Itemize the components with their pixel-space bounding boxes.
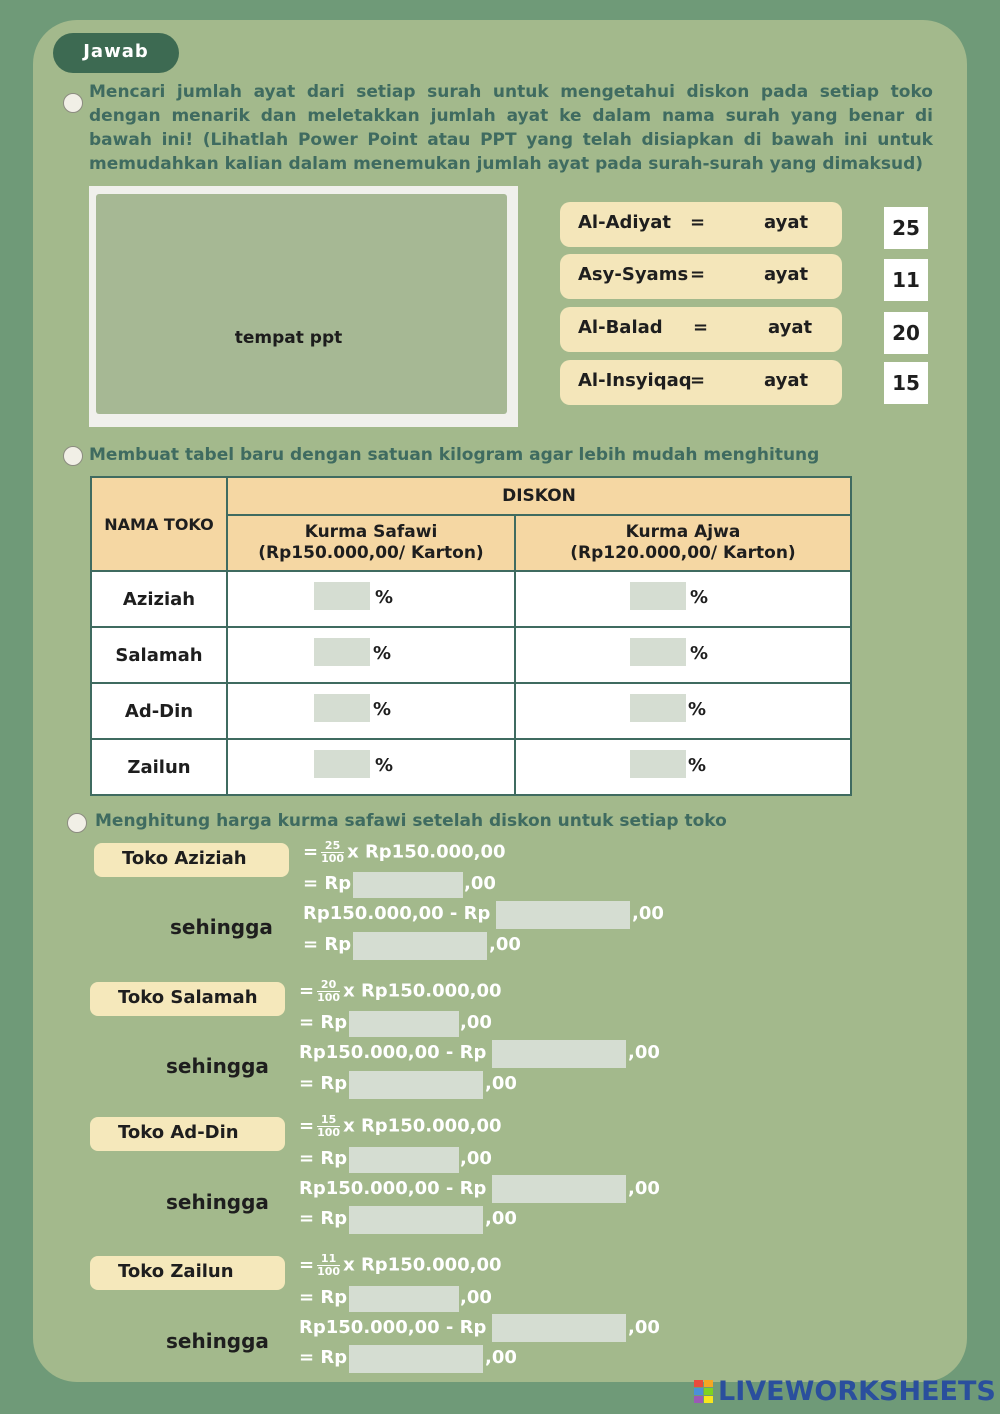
- equals-rp: = Rp: [303, 934, 352, 955]
- surah-name: Al-Adiyat: [578, 212, 672, 233]
- calc-zailun-line1: [299, 1253, 502, 1278]
- percent-label: %: [375, 755, 394, 776]
- surah-drop-al-insyiqaq[interactable]: [560, 360, 842, 405]
- step3-instruction: Menghitung harga kurma safawi setelah diskon untuk setiap toko: [95, 811, 727, 831]
- toko-name: Toko Ad-Din: [118, 1122, 239, 1143]
- toko-salamah-label: [90, 982, 285, 1016]
- header-ajwa-name: Kurma Ajwa: [625, 522, 741, 542]
- safawi-diskon-input[interactable]: [314, 694, 370, 722]
- header-kurma-safawi: [227, 515, 515, 571]
- surah-equals: =: [690, 212, 706, 233]
- ad-din-final-price-input[interactable]: [349, 1206, 483, 1234]
- fraction: [317, 1253, 340, 1278]
- equals-rp: = Rp: [299, 1073, 348, 1094]
- surah-unit: ayat: [768, 317, 813, 338]
- table-row: [91, 571, 851, 627]
- percent-label: %: [375, 587, 394, 608]
- cents-suffix: ,00: [460, 1012, 492, 1033]
- calc-ad-din-line2: [299, 1148, 347, 1169]
- liveworksheets-logo: LIVEWORKSHEETS: [718, 1376, 996, 1407]
- percent-label: %: [690, 643, 709, 664]
- equals-rp: = Rp: [299, 1347, 348, 1368]
- surah-unit: ayat: [764, 370, 809, 391]
- surah-unit: ayat: [764, 264, 809, 285]
- calc-aziziah-line1: [303, 840, 506, 865]
- liveworksheets-logo-icon: [694, 1380, 714, 1404]
- step1-instruction: Mencari jumlah ayat dari setiap surah untuk mengetahui diskon pada setiap toko dengan menarik dan meletakkan jumlah ayat ke dalam nama surah yang benar di bawah ini! (Lihatlah Power Point atau PPT yang telah disiapkan di bawah ini untuk memudahkan kalian dalam menemukan jumlah ayat pada surah-surah yang dimaksud): [89, 82, 933, 174]
- row-toko-name: Aziziah: [91, 571, 227, 627]
- percent-label: %: [688, 755, 707, 776]
- cents-suffix: ,00: [628, 1317, 660, 1338]
- surah-equals: =: [693, 317, 709, 338]
- cents-suffix: ,00: [489, 934, 521, 955]
- percent-label: %: [373, 643, 392, 664]
- jawab-badge: Jawab: [53, 33, 179, 73]
- header-nama-toko: [91, 477, 227, 571]
- surah-equals: =: [690, 264, 706, 285]
- step3-bullet-icon: [67, 813, 87, 833]
- calc-salamah-line2: [299, 1012, 347, 1033]
- cents-suffix: ,00: [628, 1042, 660, 1063]
- calc-ad-din-line1: [299, 1114, 502, 1139]
- toko-ad-din-label: [90, 1117, 285, 1151]
- cents-suffix: ,00: [628, 1178, 660, 1199]
- surah-drop-al-balad[interactable]: [560, 307, 842, 352]
- equals-sign: =: [299, 1115, 315, 1137]
- sehingga-label: sehingga: [166, 1329, 269, 1353]
- ppt-frame: [89, 186, 518, 427]
- step2-instruction: Membuat tabel baru dengan satuan kilogram agar lebih mudah menghitung: [89, 445, 820, 465]
- step2-bullet-icon: [63, 446, 83, 466]
- draggable-number-15[interactable]: 15: [884, 362, 928, 404]
- calc-zailun-line2: [299, 1287, 347, 1308]
- toko-aziziah-label: [94, 843, 289, 877]
- fraction-numerator: 25: [321, 840, 344, 853]
- calc-aziziah-line2: [303, 873, 351, 894]
- calc-salamah-line1: [299, 979, 502, 1004]
- cents-suffix: ,00: [485, 1208, 517, 1229]
- fraction-numerator: 11: [317, 1253, 340, 1266]
- header-nama-toko-label: NAMA TOKO: [104, 514, 214, 534]
- header-safawi-name: Kurma Safawi: [304, 522, 438, 542]
- surah-name: Al-Insyiqaq: [578, 370, 692, 391]
- equals-sign: =: [303, 841, 319, 863]
- ajwa-diskon-input[interactable]: [630, 582, 686, 610]
- equals-rp: = Rp: [299, 1208, 348, 1229]
- draggable-number-11[interactable]: 11: [884, 259, 928, 301]
- cents-suffix: ,00: [485, 1347, 517, 1368]
- percent-label: %: [373, 699, 392, 720]
- sehingga-label: sehingga: [166, 1054, 269, 1078]
- cents-suffix: ,00: [460, 1148, 492, 1169]
- salamah-subtract-input[interactable]: [492, 1040, 626, 1068]
- equals-rp: = Rp: [303, 873, 352, 894]
- times-price: x Rp150.000,00: [343, 1115, 502, 1137]
- sehingga-label: sehingga: [166, 1190, 269, 1214]
- ad-din-diskon-amount-input[interactable]: [349, 1147, 459, 1173]
- draggable-number-20[interactable]: 20: [884, 312, 928, 354]
- calc-salamah-minus: Rp150.000,00 - Rp: [299, 1042, 487, 1063]
- row-toko-name: Ad-Din: [91, 683, 227, 739]
- percent-label: %: [688, 699, 707, 720]
- cents-suffix: ,00: [460, 1287, 492, 1308]
- safawi-diskon-input[interactable]: [314, 582, 370, 610]
- cents-suffix: ,00: [632, 903, 664, 924]
- row-toko-name: Salamah: [91, 627, 227, 683]
- surah-unit: ayat: [764, 212, 809, 233]
- salamah-diskon-amount-input[interactable]: [349, 1011, 459, 1037]
- table-row: [91, 683, 851, 739]
- fraction-denominator: 100: [317, 1265, 341, 1278]
- header-safawi-price: (Rp150.000,00/ Karton): [258, 543, 484, 563]
- safawi-diskon-input[interactable]: [314, 638, 370, 666]
- header-ajwa-price: (Rp120.000,00/ Karton): [570, 543, 796, 563]
- fraction-numerator: 20: [317, 979, 340, 992]
- zailun-diskon-amount-input[interactable]: [349, 1286, 459, 1312]
- step1-bullet-icon: [63, 93, 83, 113]
- fraction-denominator: 100: [321, 852, 345, 865]
- fraction: [321, 840, 344, 865]
- aziziah-diskon-amount-input[interactable]: [353, 872, 463, 898]
- aziziah-final-price-input[interactable]: [353, 932, 487, 960]
- calc-ad-din-minus: Rp150.000,00 - Rp: [299, 1178, 487, 1199]
- fraction: [317, 1114, 340, 1139]
- header-diskon: [227, 477, 851, 515]
- ajwa-diskon-input[interactable]: [630, 694, 686, 722]
- ajwa-diskon-input[interactable]: [630, 638, 686, 666]
- surah-drop-al-adiyat[interactable]: [560, 202, 842, 247]
- ppt-placeholder-area[interactable]: [96, 194, 507, 414]
- table-row: [91, 627, 851, 683]
- safawi-diskon-input[interactable]: [314, 750, 370, 778]
- row-toko-name: Zailun: [91, 739, 227, 795]
- equals-sign: =: [299, 1254, 315, 1276]
- aziziah-subtract-input[interactable]: [496, 901, 630, 929]
- diskon-table: [90, 476, 852, 796]
- zailun-final-price-input[interactable]: [349, 1345, 483, 1373]
- fraction: [317, 979, 340, 1004]
- surah-equals: =: [690, 370, 706, 391]
- table-row: [91, 739, 851, 795]
- calc-zailun-minus: Rp150.000,00 - Rp: [299, 1317, 487, 1338]
- fraction-numerator: 15: [317, 1114, 340, 1127]
- equals-rp: = Rp: [299, 1148, 348, 1169]
- toko-name: Toko Zailun: [118, 1261, 234, 1282]
- toko-name: Toko Aziziah: [122, 848, 247, 869]
- surah-name: Asy-Syams: [578, 264, 689, 285]
- zailun-subtract-input[interactable]: [492, 1314, 626, 1342]
- equals-rp: = Rp: [299, 1012, 348, 1033]
- ppt-placeholder-label: tempat ppt: [234, 328, 343, 348]
- ad-din-subtract-input[interactable]: [492, 1175, 626, 1203]
- draggable-number-25[interactable]: 25: [884, 207, 928, 249]
- toko-zailun-label: [90, 1256, 285, 1290]
- equals-sign: =: [299, 980, 315, 1002]
- percent-label: %: [690, 587, 709, 608]
- header-kurma-ajwa: [515, 515, 851, 571]
- times-price: x Rp150.000,00: [343, 1254, 502, 1276]
- cents-suffix: ,00: [485, 1073, 517, 1094]
- cents-suffix: ,00: [464, 873, 496, 894]
- equals-rp: = Rp: [299, 1287, 348, 1308]
- times-price: x Rp150.000,00: [343, 980, 502, 1002]
- ajwa-diskon-input[interactable]: [630, 750, 686, 778]
- calc-aziziah-minus: Rp150.000,00 - Rp: [303, 903, 491, 924]
- surah-drop-asy-syams[interactable]: [560, 254, 842, 299]
- times-price: x Rp150.000,00: [347, 841, 506, 863]
- fraction-denominator: 100: [317, 991, 341, 1004]
- header-diskon-label: DISKON: [502, 486, 576, 506]
- toko-name: Toko Salamah: [118, 987, 258, 1008]
- surah-name: Al-Balad: [578, 317, 663, 338]
- fraction-denominator: 100: [317, 1126, 341, 1139]
- salamah-final-price-input[interactable]: [349, 1071, 483, 1099]
- sehingga-label: sehingga: [170, 915, 273, 939]
